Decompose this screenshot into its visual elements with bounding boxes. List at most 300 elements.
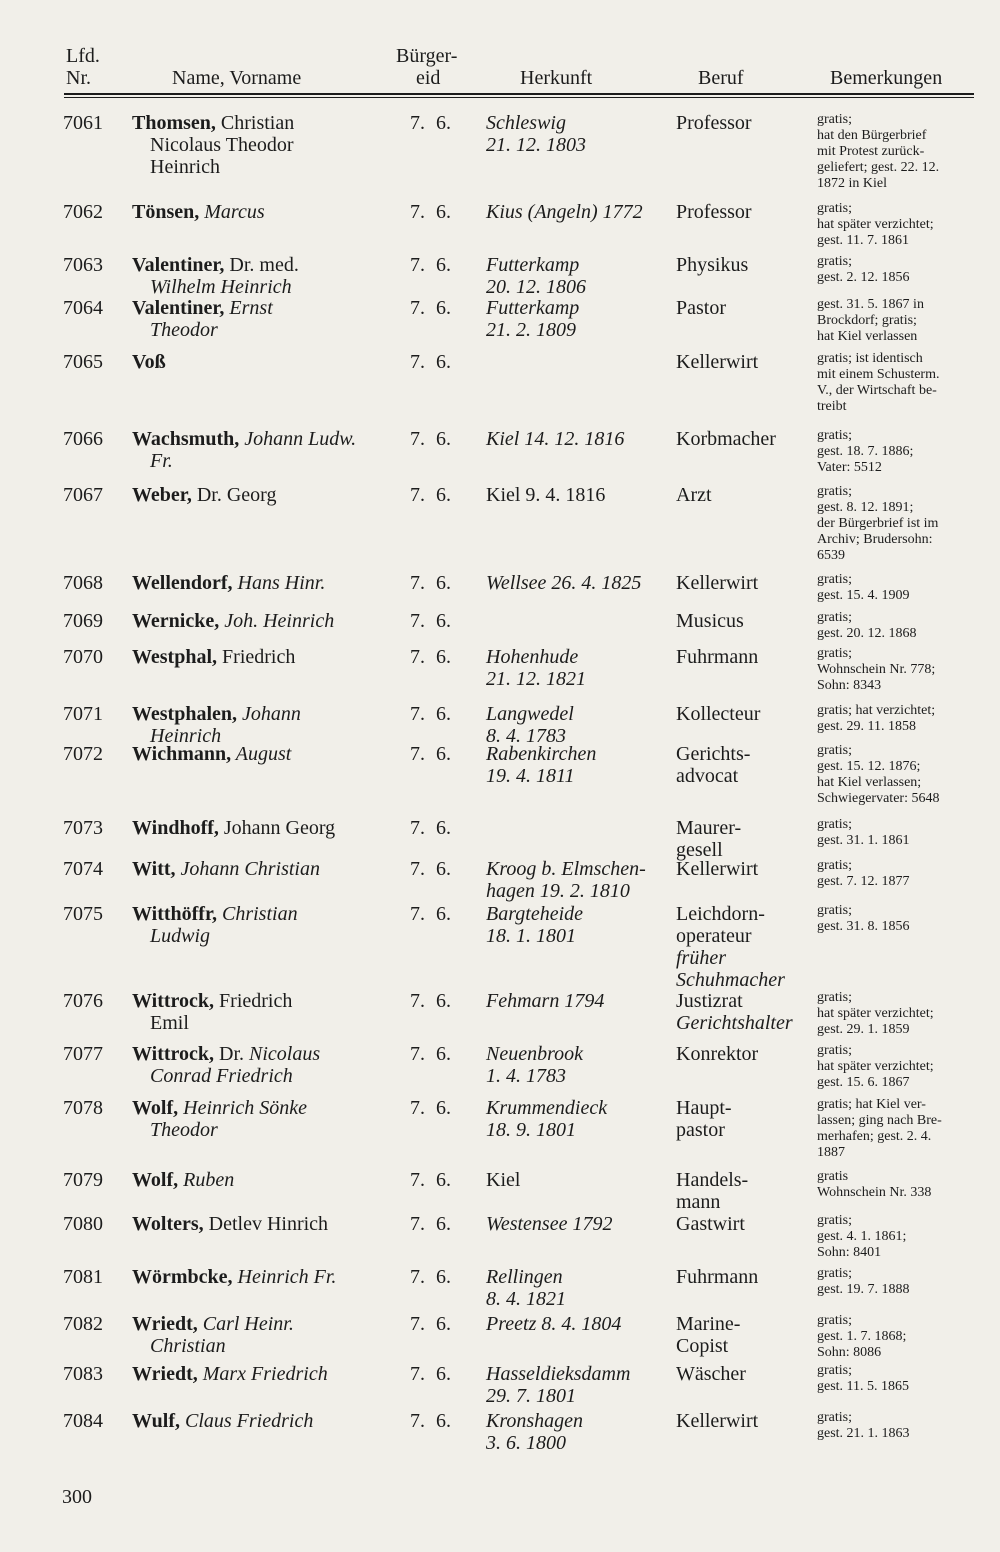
register-entry [0, 1313, 1000, 1360]
entry-bemerkungen [817, 1213, 977, 1261]
entry-given-name: Heinrich Fr. [232, 1266, 337, 1288]
entry-name [132, 1363, 397, 1385]
entry-given-name: Christian [215, 112, 295, 134]
entry-beruf [676, 254, 748, 276]
entry-bemerkungen [817, 646, 977, 694]
entry-herkunft-line: Westensee 1792 [486, 1213, 613, 1235]
entry-bemerkungen [817, 1363, 977, 1395]
entry-buergereid-date: 7. 6. [410, 817, 451, 839]
entry-name [132, 572, 397, 594]
entry-name [132, 1213, 397, 1235]
entry-herkunft [486, 1097, 607, 1141]
entry-beruf-line: Schuhmacher [676, 969, 785, 991]
entry-buergereid-date: 7. 6. [410, 1097, 451, 1119]
entry-bemerkung-line: geliefert; gest. 22. 12. [817, 160, 940, 175]
entry-beruf [676, 1363, 746, 1385]
entry-herkunft-line: 8. 4. 1783 [486, 725, 566, 747]
entry-bemerkung-line: Schwiegervater: 5648 [817, 791, 940, 806]
entry-buergereid-date: 7. 6. [410, 572, 451, 594]
entry-bemerkungen [817, 1169, 977, 1201]
entry-herkunft [486, 1266, 566, 1310]
entry-buergereid-date: 7. 6. [410, 484, 451, 506]
entry-surname: Wichmann, [132, 743, 232, 765]
register-entry [0, 572, 1000, 612]
entry-name [132, 990, 397, 1034]
entry-name [132, 903, 397, 947]
entry-surname: Tönsen, [132, 201, 200, 223]
entry-buergereid-date: 7. 6. [410, 112, 451, 134]
entry-number: 7079 [63, 1169, 103, 1191]
entry-bemerkung-line: gest. 4. 1. 1861; [817, 1229, 907, 1244]
entry-herkunft-line: Rellingen [486, 1266, 563, 1288]
entry-name [132, 817, 397, 839]
entry-bemerkung-line: merhafen; gest. 2. 4. [817, 1129, 932, 1144]
entry-name [132, 1266, 397, 1288]
entry-bemerkung-line: gratis; [817, 428, 852, 443]
entry-name [132, 743, 397, 765]
entry-given-name: Ruben [178, 1169, 235, 1191]
entry-number: 7070 [63, 646, 103, 668]
entry-herkunft [486, 1169, 520, 1191]
entry-bemerkungen [817, 1043, 977, 1091]
entry-name-continuation: Nicolaus Theodor [150, 134, 294, 156]
entry-bemerkungen [817, 572, 977, 604]
entry-herkunft-line: 8. 4. 1821 [486, 1288, 566, 1310]
entry-number: 7063 [63, 254, 103, 276]
register-entry [0, 297, 1000, 344]
entry-beruf-line: pastor [676, 1119, 725, 1141]
entry-herkunft-line: Kiel 9. 4. 1816 [486, 484, 606, 506]
entry-bemerkung-line: gest. 1. 7. 1868; [817, 1329, 907, 1344]
entry-surname: Wolf, [132, 1169, 179, 1191]
entry-herkunft-line: 19. 4. 1811 [486, 765, 575, 787]
entry-bemerkung-line: gest. 7. 12. 1877 [817, 874, 910, 889]
entry-beruf [676, 484, 712, 506]
entry-buergereid-date: 7. 6. [410, 610, 451, 632]
entry-buergereid-date: 7. 6. [410, 703, 451, 725]
entry-beruf [676, 1169, 748, 1213]
register-entry [0, 254, 1000, 298]
entry-herkunft-line: 18. 1. 1801 [486, 925, 576, 947]
entry-name [132, 297, 397, 341]
entry-bemerkungen [817, 1097, 977, 1161]
entry-number: 7084 [63, 1410, 103, 1432]
entry-surname: Valentiner, [132, 297, 225, 319]
entry-beruf-line: Korbmacher [676, 428, 776, 450]
entry-buergereid-date: 7. 6. [410, 351, 451, 373]
entry-buergereid-date: 7. 6. [410, 1410, 451, 1432]
register-entry [0, 703, 1000, 747]
entry-herkunft-line: 3. 6. 1800 [486, 1432, 566, 1454]
entry-herkunft [486, 858, 646, 902]
entry-name [132, 1169, 397, 1191]
entry-buergereid-date: 7. 6. [410, 1363, 451, 1385]
entry-beruf [676, 1410, 758, 1432]
entry-herkunft [486, 1410, 583, 1454]
entry-bemerkungen [817, 297, 977, 345]
entry-bemerkung-line: Vater: 5512 [817, 460, 882, 475]
entry-buergereid-date: 7. 6. [410, 1266, 451, 1288]
entry-given-name: August [231, 743, 292, 765]
entry-bemerkungen [817, 1410, 977, 1442]
entry-bemerkung-line: gratis; [817, 1266, 852, 1281]
entry-herkunft-line: Kiel 14. 12. 1816 [486, 428, 625, 450]
entry-bemerkung-line: hat den Bürgerbrief [817, 128, 927, 143]
entry-herkunft-line: Rabenkirchen [486, 743, 597, 765]
entry-beruf-line: Maurer- [676, 817, 742, 839]
entry-name [132, 1313, 397, 1357]
entry-beruf [676, 817, 741, 861]
entry-herkunft-line: Wellsee 26. 4. 1825 [486, 572, 642, 594]
entry-herkunft-line: Kronshagen [486, 1410, 584, 1432]
entry-buergereid-date: 7. 6. [410, 254, 451, 276]
entry-bemerkungen [817, 484, 977, 564]
entry-number: 7082 [63, 1313, 103, 1335]
entry-number: 7080 [63, 1213, 103, 1235]
entry-bemerkung-line: gest. 15. 6. 1867 [817, 1075, 910, 1090]
entry-bemerkung-line: gest. 29. 11. 1858 [817, 719, 917, 734]
entry-bemerkung-line: gest. 31. 8. 1856 [817, 919, 910, 934]
entry-bemerkung-line: 1872 in Kiel [817, 176, 887, 191]
entry-herkunft [486, 1313, 621, 1335]
entry-beruf-line: Gerichtshalter [676, 1012, 793, 1034]
entry-beruf-line: Konrektor [676, 1043, 759, 1065]
entry-beruf [676, 1043, 758, 1065]
entry-beruf-line: Kellerwirt [676, 1410, 759, 1432]
entry-number: 7076 [63, 990, 103, 1012]
entry-beruf-line: Leichdorn- [676, 903, 765, 925]
entry-buergereid-date: 7. 6. [410, 743, 451, 765]
entry-herkunft-line: 18. 9. 1801 [486, 1119, 576, 1141]
entry-bemerkung-line: gratis; [817, 1410, 852, 1425]
entry-surname: Westphal, [132, 646, 218, 668]
entry-beruf-line: Gerichts- [676, 743, 751, 765]
entry-herkunft [486, 254, 586, 298]
entry-herkunft-line: hagen 19. 2. 1810 [486, 880, 630, 902]
entry-beruf-line: Kellerwirt [676, 351, 759, 373]
entry-herkunft [486, 572, 641, 594]
entry-surname: Westphalen, [132, 703, 238, 725]
header-buergereid-line1: Bürger- [396, 45, 458, 67]
entry-beruf [676, 351, 758, 373]
entry-surname: Windhoff, [132, 817, 219, 839]
entry-herkunft-line: 29. 7. 1801 [486, 1385, 576, 1407]
entry-herkunft [486, 1363, 630, 1407]
entry-bemerkung-line: gratis; hat Kiel ver- [817, 1097, 926, 1112]
entry-herkunft-line: Hohenhude [486, 646, 579, 668]
entry-bemerkung-line: gratis; [817, 572, 852, 587]
entry-bemerkung-line: gratis; [817, 484, 852, 499]
entry-herkunft-line: Futterkamp [486, 297, 580, 319]
entry-beruf [676, 1213, 745, 1235]
entry-beruf-line: Kellerwirt [676, 572, 759, 594]
entry-bemerkungen [817, 990, 977, 1038]
entry-surname: Wittrock, [132, 1043, 215, 1065]
entry-beruf-line: Wäscher [676, 1363, 746, 1385]
entry-bemerkung-line: gratis; [817, 903, 852, 918]
entry-buergereid-date: 7. 6. [410, 1213, 451, 1235]
register-entry [0, 646, 1000, 693]
entry-number: 7071 [63, 703, 103, 725]
entry-beruf [676, 990, 793, 1034]
entry-given-name: Dr. Georg [191, 484, 277, 506]
entry-bemerkung-line: gratis; [817, 112, 852, 127]
register-entry [0, 112, 1000, 191]
entry-buergereid-date: 7. 6. [410, 201, 451, 223]
entry-beruf-line: früher [676, 947, 726, 969]
entry-buergereid-date: 7. 6. [410, 646, 451, 668]
entry-beruf-line: Kollecteur [676, 703, 761, 725]
entry-buergereid-date: 7. 6. [410, 297, 451, 319]
entry-beruf-line: operateur [676, 925, 752, 947]
register-entry [0, 1169, 1000, 1213]
entry-bemerkungen [817, 743, 977, 807]
entry-given-name: Johann Ludw. [239, 428, 357, 450]
register-entry [0, 1266, 1000, 1310]
entry-given-name: Carl Heinr. [197, 1313, 294, 1335]
entry-bemerkung-line: Sohn: 8343 [817, 678, 882, 693]
entry-bemerkungen [817, 1313, 977, 1361]
entry-bemerkung-line: hat später verzichtet; [817, 1006, 934, 1021]
entry-bemerkung-line: gratis; [817, 1363, 852, 1378]
entry-name [132, 1097, 397, 1141]
entry-herkunft-line: Kius (Angeln) 1772 [486, 201, 643, 223]
entry-beruf-line: Kellerwirt [676, 858, 759, 880]
register-entry [0, 990, 1000, 1037]
entry-beruf [676, 903, 785, 991]
entry-name-continuation: Ludwig [150, 925, 211, 947]
entry-given-name: Claus Friedrich [179, 1410, 314, 1432]
entry-number: 7073 [63, 817, 103, 839]
entry-name [132, 1043, 397, 1087]
entry-number: 7062 [63, 201, 103, 223]
entry-number: 7075 [63, 903, 103, 925]
entry-bemerkungen [817, 428, 977, 476]
entry-bemerkungen [817, 201, 977, 249]
entry-given-name: Marx Friedrich [197, 1363, 328, 1385]
entry-herkunft-line: Kiel [486, 1169, 521, 1191]
entry-bemerkung-line: gest. 2. 12. 1856 [817, 270, 910, 285]
entry-beruf-line: advocat [676, 765, 739, 787]
entry-beruf [676, 646, 758, 668]
entry-name [132, 703, 397, 747]
entry-bemerkungen [817, 1266, 977, 1298]
register-entry [0, 1410, 1000, 1454]
entry-beruf-line: Professor [676, 112, 752, 134]
entry-bemerkung-line: gratis; [817, 254, 852, 269]
entry-bemerkung-line: gratis; [817, 990, 852, 1005]
entry-herkunft [486, 1213, 612, 1235]
entry-bemerkung-line: gest. 18. 7. 1886; [817, 444, 914, 459]
entry-beruf-line: gesell [676, 839, 723, 861]
entry-herkunft [486, 743, 596, 787]
entry-surname: Wachsmuth, [132, 428, 240, 450]
header-lfd-line2: Nr. [66, 67, 91, 89]
entry-beruf-line: Physikus [676, 254, 749, 276]
entry-name-continuation: Fr. [150, 450, 173, 472]
entry-herkunft-line: Neuenbrook [486, 1043, 584, 1065]
entry-surname: Wulf, [132, 1410, 180, 1432]
entry-surname: Wellendorf, [132, 572, 233, 594]
entry-number: 7074 [63, 858, 103, 880]
entry-bemerkung-line: Wohnschein Nr. 338 [817, 1185, 932, 1200]
entry-surname: Wolf, [132, 1097, 179, 1119]
entry-name [132, 428, 397, 472]
entry-name-continuation: Conrad Friedrich [150, 1065, 293, 1087]
entry-bemerkungen [817, 903, 977, 935]
entry-buergereid-date: 7. 6. [410, 1169, 451, 1191]
entry-bemerkungen [817, 817, 977, 849]
entry-name-continuation: Theodor [150, 1119, 218, 1141]
entry-number: 7083 [63, 1363, 103, 1385]
entry-name [132, 484, 397, 506]
entry-herkunft [486, 903, 583, 947]
register-entry [0, 351, 1000, 414]
entry-number: 7061 [63, 112, 103, 134]
entry-bemerkungen [817, 858, 977, 890]
entry-number: 7064 [63, 297, 103, 319]
header-buergereid-line2: eid [416, 67, 441, 89]
entry-name [132, 1410, 397, 1432]
header-lfd-line1: Lfd. [66, 45, 100, 67]
entry-given-name: Dr. med. [224, 254, 299, 276]
entry-bemerkung-line: Sohn: 8086 [817, 1345, 882, 1360]
entry-given-name: Detlev Hinrich [203, 1213, 329, 1235]
entry-given-name: Friedrich [214, 990, 293, 1012]
entry-bemerkung-line: gratis; [817, 858, 852, 873]
entry-number: 7065 [63, 351, 103, 373]
entry-surname: Wolters, [132, 1213, 204, 1235]
entry-bemerkung-line: gratis; [817, 1213, 852, 1228]
entry-given-name: Heinrich Sönke [178, 1097, 307, 1119]
entry-surname: Wriedt, [132, 1363, 198, 1385]
entry-bemerkung-line: gest. 8. 12. 1891; [817, 500, 914, 515]
entry-bemerkung-line: gratis; ist identisch [817, 351, 923, 366]
entry-herkunft [486, 484, 605, 506]
entry-bemerkung-line: gest. 31. 1. 1861 [817, 833, 910, 848]
entry-buergereid-date: 7. 6. [410, 858, 451, 880]
entry-beruf [676, 1313, 740, 1357]
entry-bemerkung-line: 6539 [817, 548, 845, 563]
entry-beruf [676, 201, 752, 223]
register-entry [0, 1043, 1000, 1090]
entry-herkunft-line: Hasseldieksdamm [486, 1363, 631, 1385]
register-entry [0, 610, 1000, 650]
entry-herkunft [486, 112, 586, 156]
entry-given-name: Friedrich [217, 646, 296, 668]
entry-surname: Wriedt, [132, 1313, 198, 1335]
entry-beruf-line: Fuhrmann [676, 646, 759, 668]
entry-bemerkung-line: gratis; [817, 201, 852, 216]
entry-bemerkung-line: gest. 29. 1. 1859 [817, 1022, 910, 1037]
entry-bemerkung-line: gest. 11. 5. 1865 [817, 1379, 910, 1394]
entry-herkunft-line: 21. 12. 1803 [486, 134, 586, 156]
entry-beruf [676, 572, 758, 594]
entry-beruf-line: Marine- [676, 1313, 741, 1335]
entry-beruf [676, 112, 752, 134]
entry-beruf-line: Fuhrmann [676, 1266, 759, 1288]
entry-name-continuation: Emil [150, 1012, 189, 1034]
header-bemerkungen: Bemerkungen [830, 67, 943, 89]
entry-bemerkungen [817, 254, 977, 286]
register-entry [0, 484, 1000, 563]
entry-herkunft-line: 21. 12. 1821 [486, 668, 586, 690]
entry-bemerkung-line: gest. 31. 5. 1867 in [817, 297, 924, 312]
entry-name-continuation: Theodor [150, 319, 218, 341]
entry-number: 7078 [63, 1097, 103, 1119]
register-entry [0, 201, 1000, 248]
entry-bemerkung-line: gest. 20. 12. 1868 [817, 626, 917, 641]
entry-beruf-line: Haupt- [676, 1097, 732, 1119]
entry-surname: Weber, [132, 484, 192, 506]
entry-bemerkung-line: gratis; [817, 1313, 852, 1328]
entry-name [132, 201, 397, 223]
entry-number: 7077 [63, 1043, 103, 1065]
entry-bemerkung-line: 1887 [817, 1145, 845, 1160]
entry-number: 7072 [63, 743, 103, 765]
register-entry [0, 817, 1000, 861]
entry-buergereid-date: 7. 6. [410, 428, 451, 450]
entry-name-continuation: Heinrich [150, 156, 220, 178]
register-entry [0, 1097, 1000, 1160]
entry-number: 7067 [63, 484, 103, 506]
entry-herkunft-line: 1. 4. 1783 [486, 1065, 566, 1087]
entry-herkunft [486, 428, 624, 450]
entry-surname: Voß [132, 351, 166, 373]
entry-bemerkungen [817, 351, 977, 415]
entry-bemerkung-line: V., der Wirtschaft be- [817, 383, 937, 398]
entry-bemerkung-line: gest. 11. 7. 1861 [817, 233, 910, 248]
entry-bemerkung-line: gratis; [817, 646, 852, 661]
entry-beruf [676, 610, 744, 632]
entry-name-continuation: Heinrich [150, 725, 222, 747]
entry-bemerkung-line: gest. 15. 12. 1876; [817, 759, 921, 774]
entry-surname: Thomsen, [132, 112, 216, 134]
register-entry [0, 858, 1000, 902]
entry-bemerkung-line: gratis [817, 1169, 849, 1184]
entry-beruf [676, 743, 750, 787]
entry-bemerkung-line: gratis; [817, 1043, 852, 1058]
entry-number: 7066 [63, 428, 103, 450]
entry-buergereid-date: 7. 6. [410, 1043, 451, 1065]
entry-name [132, 858, 397, 880]
entry-herkunft [486, 201, 643, 223]
entry-surname: Witthöffr, [132, 903, 217, 925]
entry-given-name: Hans Hinr. [232, 572, 326, 594]
entry-beruf [676, 858, 758, 880]
entry-buergereid-date: 7. 6. [410, 1313, 451, 1335]
entry-herkunft [486, 703, 574, 747]
entry-name-continuation: Wilhelm Heinrich [150, 276, 292, 298]
entry-beruf-line: Professor [676, 201, 752, 223]
entry-name [132, 254, 397, 298]
register-entry [0, 743, 1000, 806]
entry-herkunft-line: Langwedel [486, 703, 574, 725]
entry-beruf [676, 703, 760, 725]
entry-bemerkung-line: der Bürgerbrief ist im [817, 516, 939, 531]
entry-given-name: Johann Christian [175, 858, 320, 880]
entry-herkunft-line: Schleswig [486, 112, 566, 134]
entry-beruf [676, 1266, 758, 1288]
entry-buergereid-date: 7. 6. [410, 990, 451, 1012]
entry-bemerkung-line: gratis; [817, 817, 852, 832]
entry-herkunft-line: Krummendieck [486, 1097, 608, 1119]
entry-herkunft [486, 1043, 583, 1087]
entry-bemerkungen [817, 703, 977, 735]
entry-name [132, 112, 397, 178]
entry-surname: Wernicke, [132, 610, 220, 632]
entry-name [132, 610, 397, 632]
